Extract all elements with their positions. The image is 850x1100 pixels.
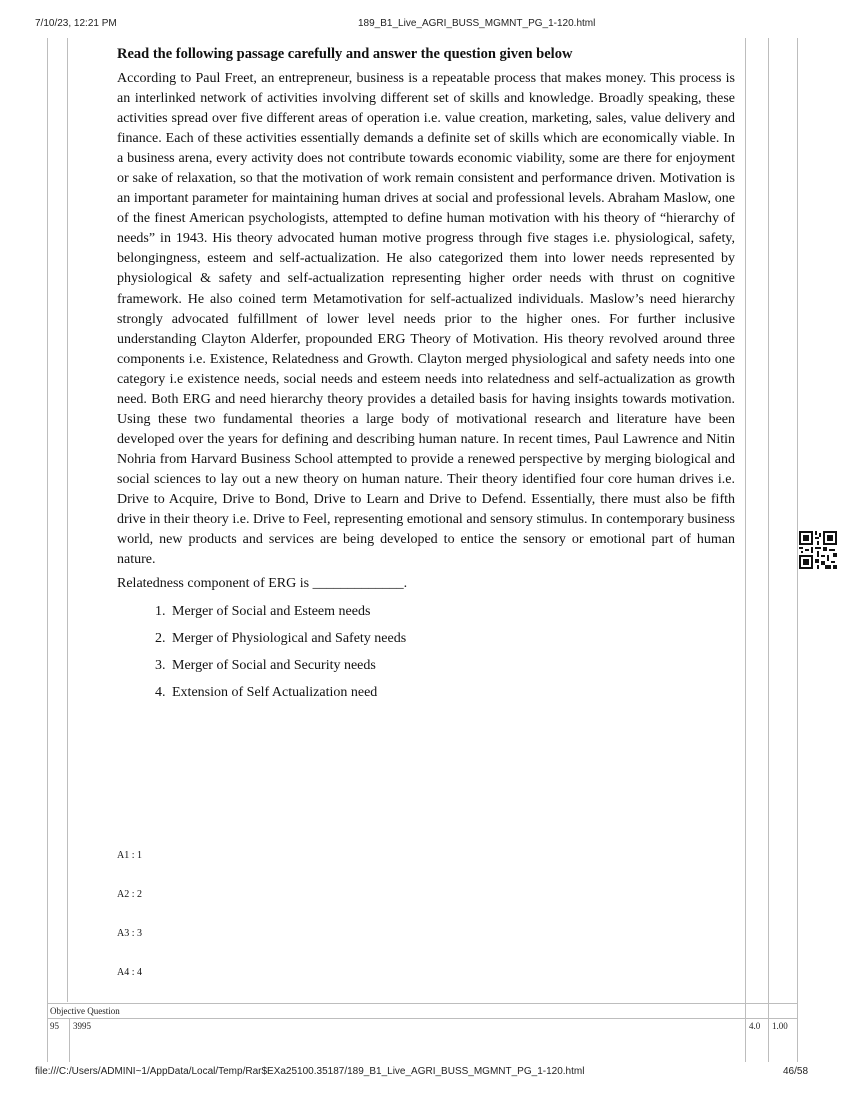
question-prompt: Relatedness component of ERG is _____________. bbox=[117, 576, 408, 592]
answer-key-3: A3 : 3 bbox=[117, 928, 142, 939]
question-marks: 4.0 bbox=[749, 1021, 761, 1031]
frame-line-left-outer bbox=[47, 38, 48, 1062]
answer-key-4: A4 : 4 bbox=[117, 967, 142, 978]
option-4: 4. Extension of Self Actualization need bbox=[169, 679, 735, 706]
frame-line-right-2 bbox=[768, 38, 769, 1062]
passage-heading: Read the following passage carefully and answer the question given below bbox=[117, 46, 573, 62]
question-number: 95 bbox=[50, 1021, 59, 1031]
print-page-number: 46/58 bbox=[783, 1066, 809, 1077]
frame-line-id-sep bbox=[69, 1018, 70, 1062]
frame-line-right-1 bbox=[745, 38, 746, 1062]
frame-line-right-3 bbox=[797, 38, 798, 1062]
print-title: 189_B1_Live_AGRI_BUSS_MGMNT_PG_1-120.html bbox=[358, 18, 596, 29]
option-1: 1. Merger of Social and Esteem needs bbox=[169, 598, 735, 625]
frame-line-h-mid bbox=[47, 1018, 798, 1019]
print-datetime: 7/10/23, 12:21 PM bbox=[35, 18, 117, 29]
option-3: 3. Merger of Social and Security needs bbox=[169, 652, 735, 679]
question-block bbox=[117, 44, 735, 706]
frame-line-left-inner bbox=[67, 38, 68, 1002]
answer-key-2: A2 : 2 bbox=[117, 889, 142, 900]
answer-key-1: A1 : 1 bbox=[117, 850, 142, 861]
print-file-path: file:///C:/Users/ADMINI~1/AppData/Local/Temp/Rar$EXa25100.35187/189_B1_Live_AGRI_BUSS_MGMNT_PG_1-120.html bbox=[35, 1066, 585, 1077]
option-2: 2. Merger of Physiological and Safety needs bbox=[169, 625, 735, 652]
passage-text: According to Paul Freet, an entrepreneur, business is a repeatable process that makes money. This process is an interlinked network of activities involving different set of skills and knowledge. Broadly speaking, these activities spread over five different areas of operation i.e. value creation, marketing, sales, value delivery and finance. Each of these activities essentially demands a definite set of skills which are economically viable. In a business arena, every activity does not contribute towards economic viability, some are there for enjoyment or sake of relaxation, so that the motivation of work remain consistent and performance driven. Motivation is an important parameter for maintaining human drives at social and professional levels. Abraham Maslow, one of the finest American psychologists, attempted to define human motivation with his theory of “hierarchy of needs” in 1943. His theory advocated human motive progress through five stages i.e. physiological, safety, belongingness, esteem and self-actualization. He also categorized them into lower needs represented by physiological & safety and self-actualization representing higher order needs with thrust on cognitive framework. He also coined term Metamotivation for self-actualized individuals. Maslow’s need hierarchy strongly advocated fulfillment of lower level needs prior to the higher ones. For further inclusive understanding Clayton Alderfer, propounded ERG Theory of Motivation. His theory revolved around three components i.e. Existence, Relatedness and Growth. Clayton merged physiological and safety needs into one category i.e existence needs, social needs and esteem needs into relatedness and self-actualization as growth need. Both ERG and need hierarchy theory provides a detailed basis for having insights towards motivation. Using these two fundamental theories a large body of motivational research and literature have been developed over the years for defining and describing human nature. In recent times, Paul Lawrence and Nitin Nohria from Harvard Business School attempted to provide a renewed perspective by merging biological and social sciences to lay out a new theory on human nature. Their theory identified four core human drives i.e. Drive to Acquire, Drive to Bond, Drive to Learn and Drive to Defend. Essentially, there must also be fifth drive in their theory i.e. Drive to Feel, representing emotional and sensory stimulus. In contemporary business world, new products and services are being developed to entice the sensory or emotional part of human nature. bbox=[117, 71, 735, 568]
negative-marks: 1.00 bbox=[772, 1021, 788, 1031]
qr-code-icon bbox=[799, 531, 837, 569]
frame-line-h-top bbox=[47, 1003, 798, 1004]
options-list bbox=[117, 598, 735, 706]
passage bbox=[117, 69, 735, 570]
question-id: 3995 bbox=[73, 1021, 91, 1031]
question-type: Objective Question bbox=[50, 1006, 120, 1016]
